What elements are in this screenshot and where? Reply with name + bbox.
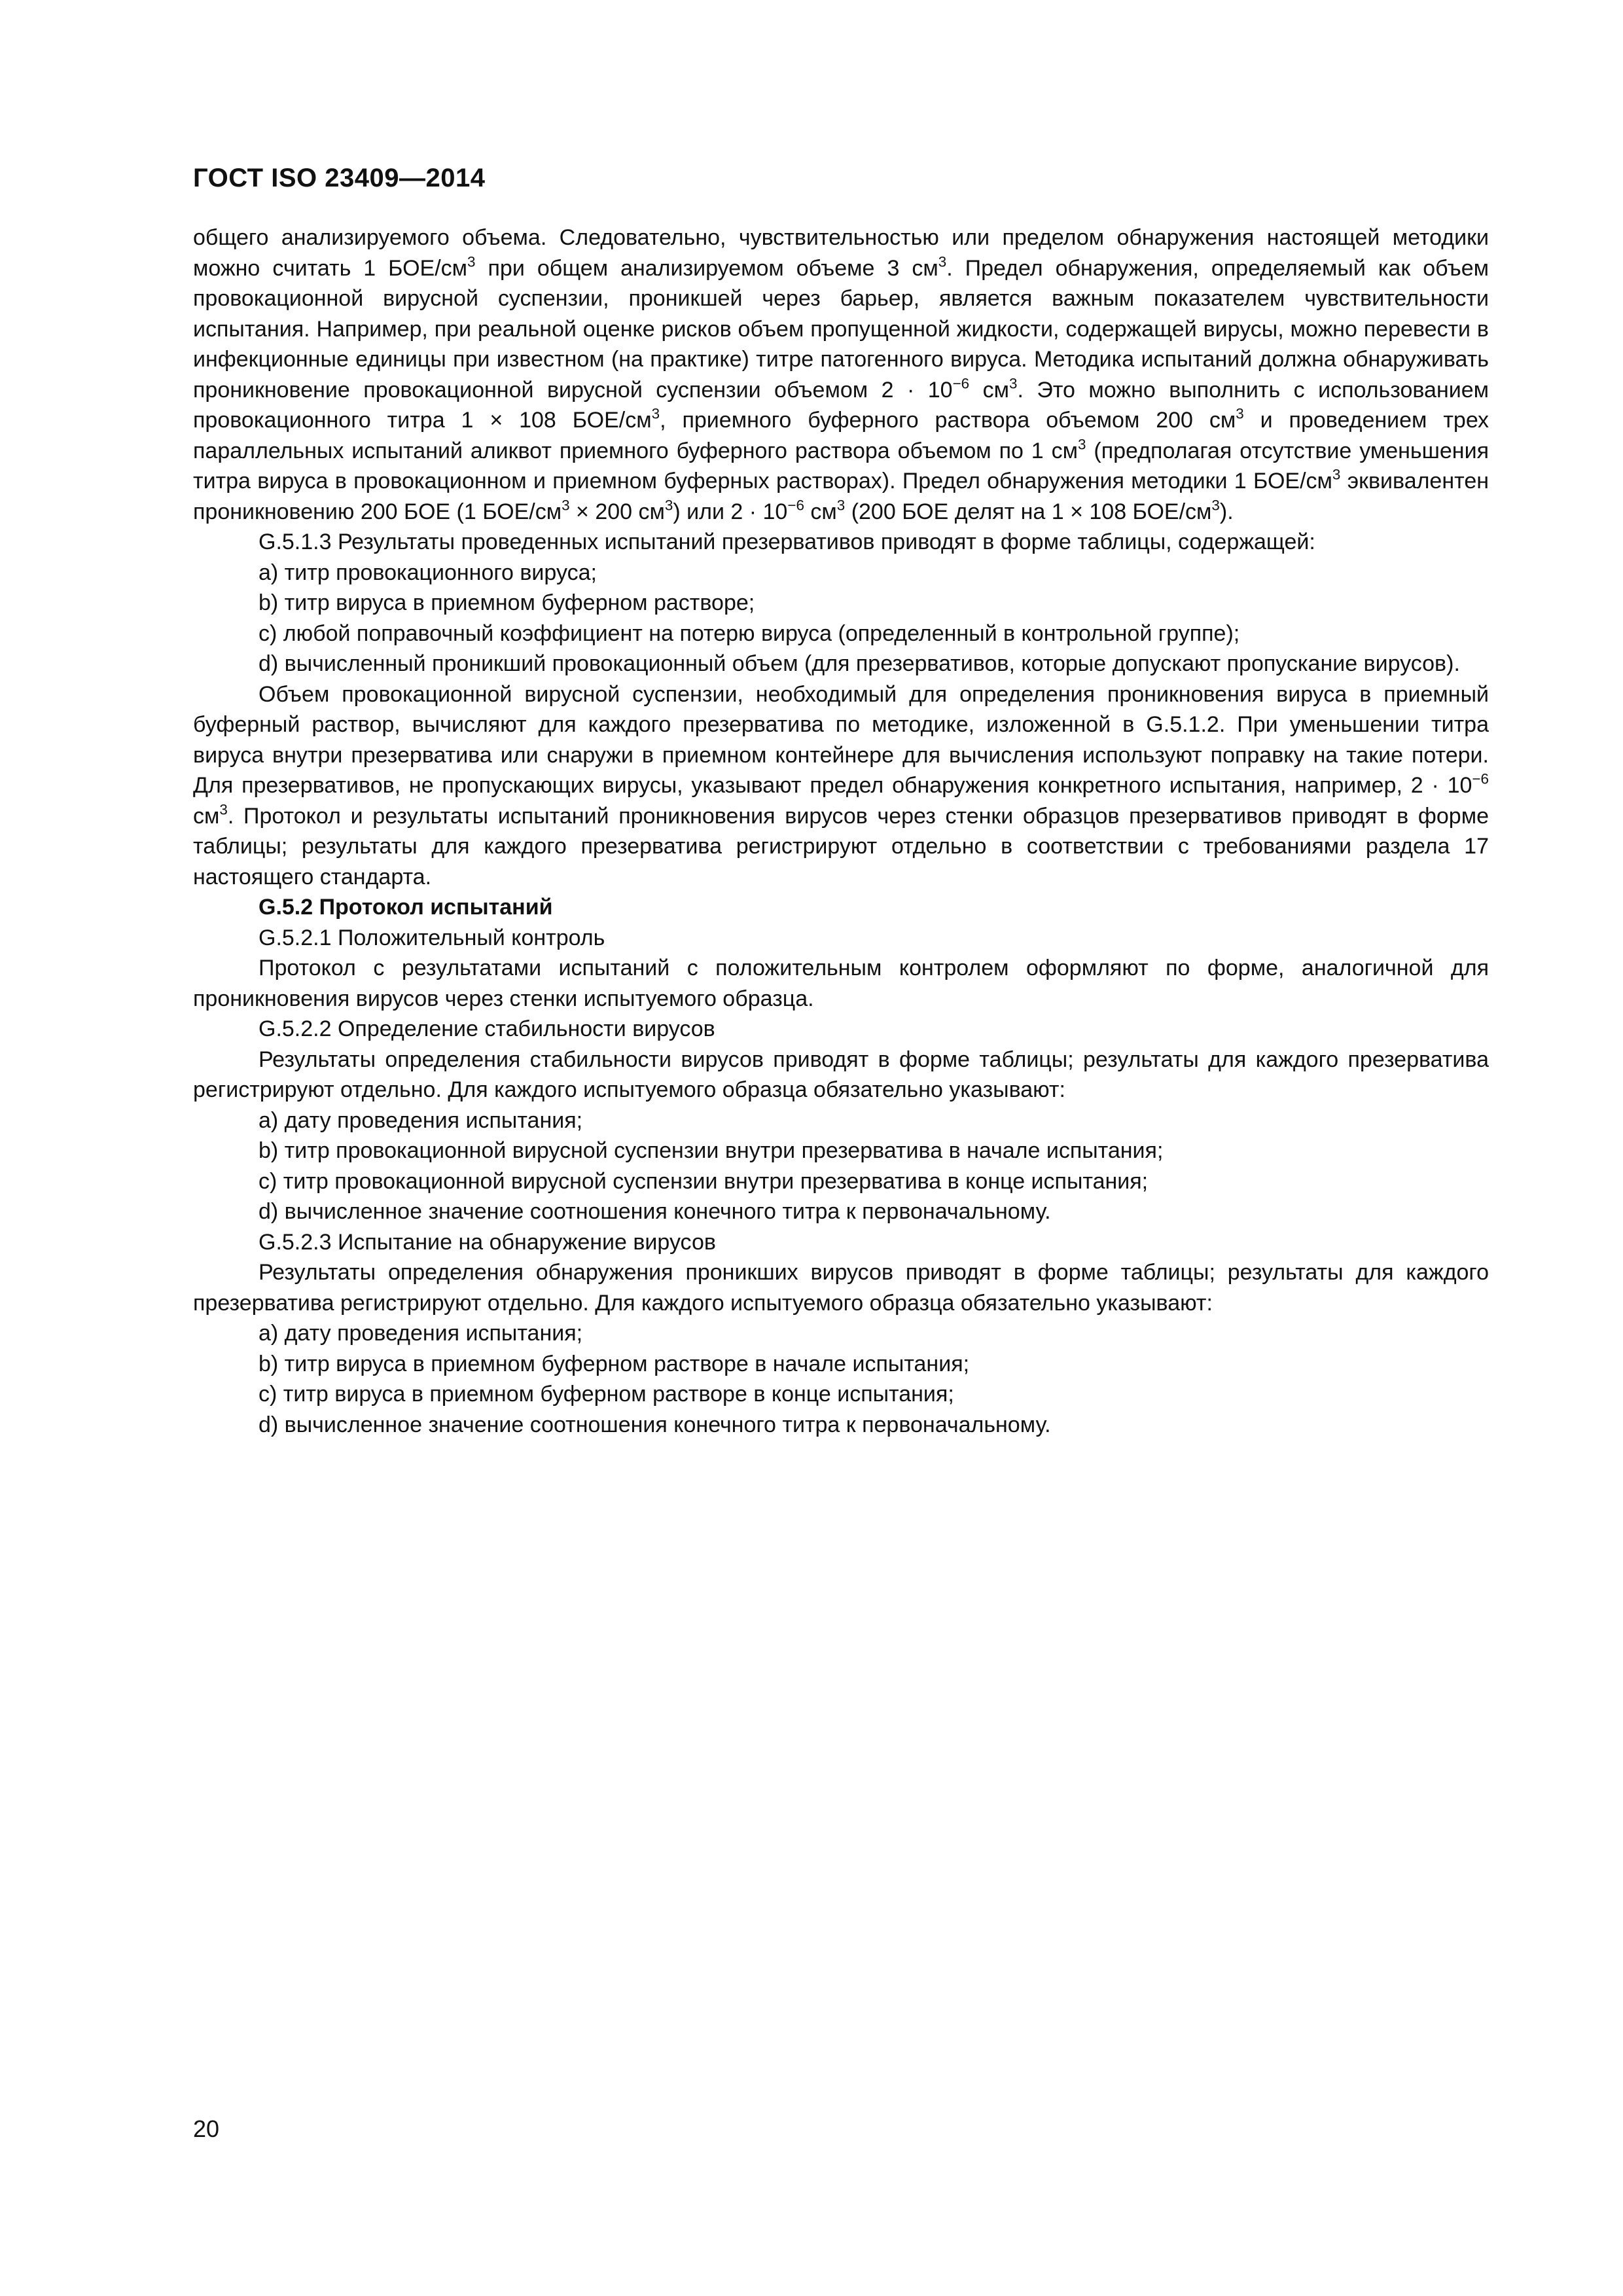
paragraph: a) дату проведения испытания; bbox=[259, 1107, 583, 1133]
paragraph: Результаты определения обнаружения проникших вирусов приводят в форме таблицы; результаты для каждого презерватива регистрируют отдельно. Для каждого испытуемого образца обязательно указывают: bbox=[193, 1260, 1489, 1316]
paragraph: d) вычисленное значение соотношения конечного титра к первоначальному. bbox=[259, 1412, 1051, 1437]
paragraph: a) титр провокационного вируса; bbox=[259, 560, 597, 585]
page-number: 20 bbox=[193, 2115, 220, 2142]
paragraph: G.5.1.3 Результаты проведенных испытаний презервативов приводят в форме таблицы, содержащей: bbox=[259, 529, 1315, 554]
document-body bbox=[193, 223, 1489, 1440]
paragraph: Результаты определения стабильности вирусов приводят в форме таблицы; результаты для каждого презерватива регистрируют отдельно. Для каждого испытуемого образца обязательно указывают: bbox=[193, 1047, 1489, 1102]
paragraph: b) титр провокационной вирусной суспензии внутри презерватива в начале испытания; bbox=[259, 1138, 1164, 1163]
paragraph: b) титр вируса в приемном буферном растворе; bbox=[259, 590, 755, 615]
paragraph: G.5.2.1 Положительный контроль bbox=[259, 925, 605, 950]
paragraph: d) вычисленное значение соотношения конечного титра к первоначальному. bbox=[259, 1199, 1051, 1224]
paragraph: c) титр провокационной вирусной суспензии внутри презерватива в конце испытания; bbox=[259, 1168, 1149, 1194]
paragraph: Объем провокационной вирусной суспензии, необходимый для определения проникновения вируса в приемный буферный раствор, вычисляют для каждого презерватива по методике, изложенной в G.5.1.2. При уменьшении титра вируса внутри презерватива или снаружи в приемном контейнере для вычисления используют поправку на такие потери. Для презервативов, не пропускающих вирусы, указывают предел обнаружения конкретного испытания, например, $2 \cdot 10^{-6}$ $см^3$. Протокол и результаты испытаний проникновения вирусов через стенки образцов презервативов приводят в форме таблицы; результаты для каждого презерватива регистрируют отдельно в соответствии с требованиями раздела 17 настоящего стандарта. bbox=[193, 681, 1489, 889]
paragraph: G.5.2.2 Определение стабильности вирусов bbox=[259, 1016, 715, 1041]
document-header: ГОСТ ISO 23409—2014 bbox=[193, 164, 486, 192]
paragraph: общего анализируемого объема. Следовательно, чувствительностью или пределом обнаружения настоящей методики можно считать 1 БОЕ/$см^3$ при общем анализируемом объеме 3 $см^3$. Предел обнаружения, определяемый как объем провокационной вирусной суспензии, проникшей через барьер, является важным показателем чувствительности испытания. Например, при реальной оценке рисков объем пропущенной жидкости, содержащей вирусы, можно перевести в инфекционные единицы при известном (на практике) титре патогенного вируса. Методика испытаний должна обнаруживать проникновение провокационной вирусной суспензии объемом $2 \cdot 10^{-6}$ $см^3$. Это можно выполнить с использованием провокационного титра 1 × 108 БОЕ/$см^3$, приемного буферного раствора объемом 200 $см^3$ и проведением трех параллельных испытаний аликвот приемного буферного раствора объемом по 1 $см^3$ (предполагая отсутствие уменьшения титра вируса в провокационном и приемном буферных растворах). Предел обнаружения методики 1 БОЕ/$см^3$ эквивалентен проникновению 200 БОЕ (1 БОЕ/$см^3 \times 200$ $см^3$) или $2 \cdot 10^{-6}$ $см^3$ (200 БОЕ делят на 1 × 108 БОЕ/$см^3$). bbox=[193, 225, 1489, 524]
paragraph: d) вычисленный проникший провокационный объем (для презервативов, которые допускают пропускание вирусов). bbox=[259, 651, 1460, 676]
paragraph: c) титр вируса в приемном буферном растворе в конце испытания; bbox=[259, 1382, 954, 1407]
paragraph: G.5.2 Протокол испытаний bbox=[259, 895, 553, 920]
paragraph: c) любой поправочный коэффициент на потерю вируса (определенный в контрольной группе); bbox=[259, 620, 1240, 646]
paragraph: b) титр вируса в приемном буферном растворе в начале испытания; bbox=[259, 1351, 970, 1376]
paragraph: G.5.2.3 Испытание на обнаружение вирусов bbox=[259, 1229, 716, 1255]
paragraph: Протокол с результатами испытаний с положительным контролем оформляют по форме, аналогичной для проникновения вирусов через стенки испытуемого образца. bbox=[193, 956, 1489, 1011]
paragraph: a) дату проведения испытания; bbox=[259, 1321, 583, 1346]
